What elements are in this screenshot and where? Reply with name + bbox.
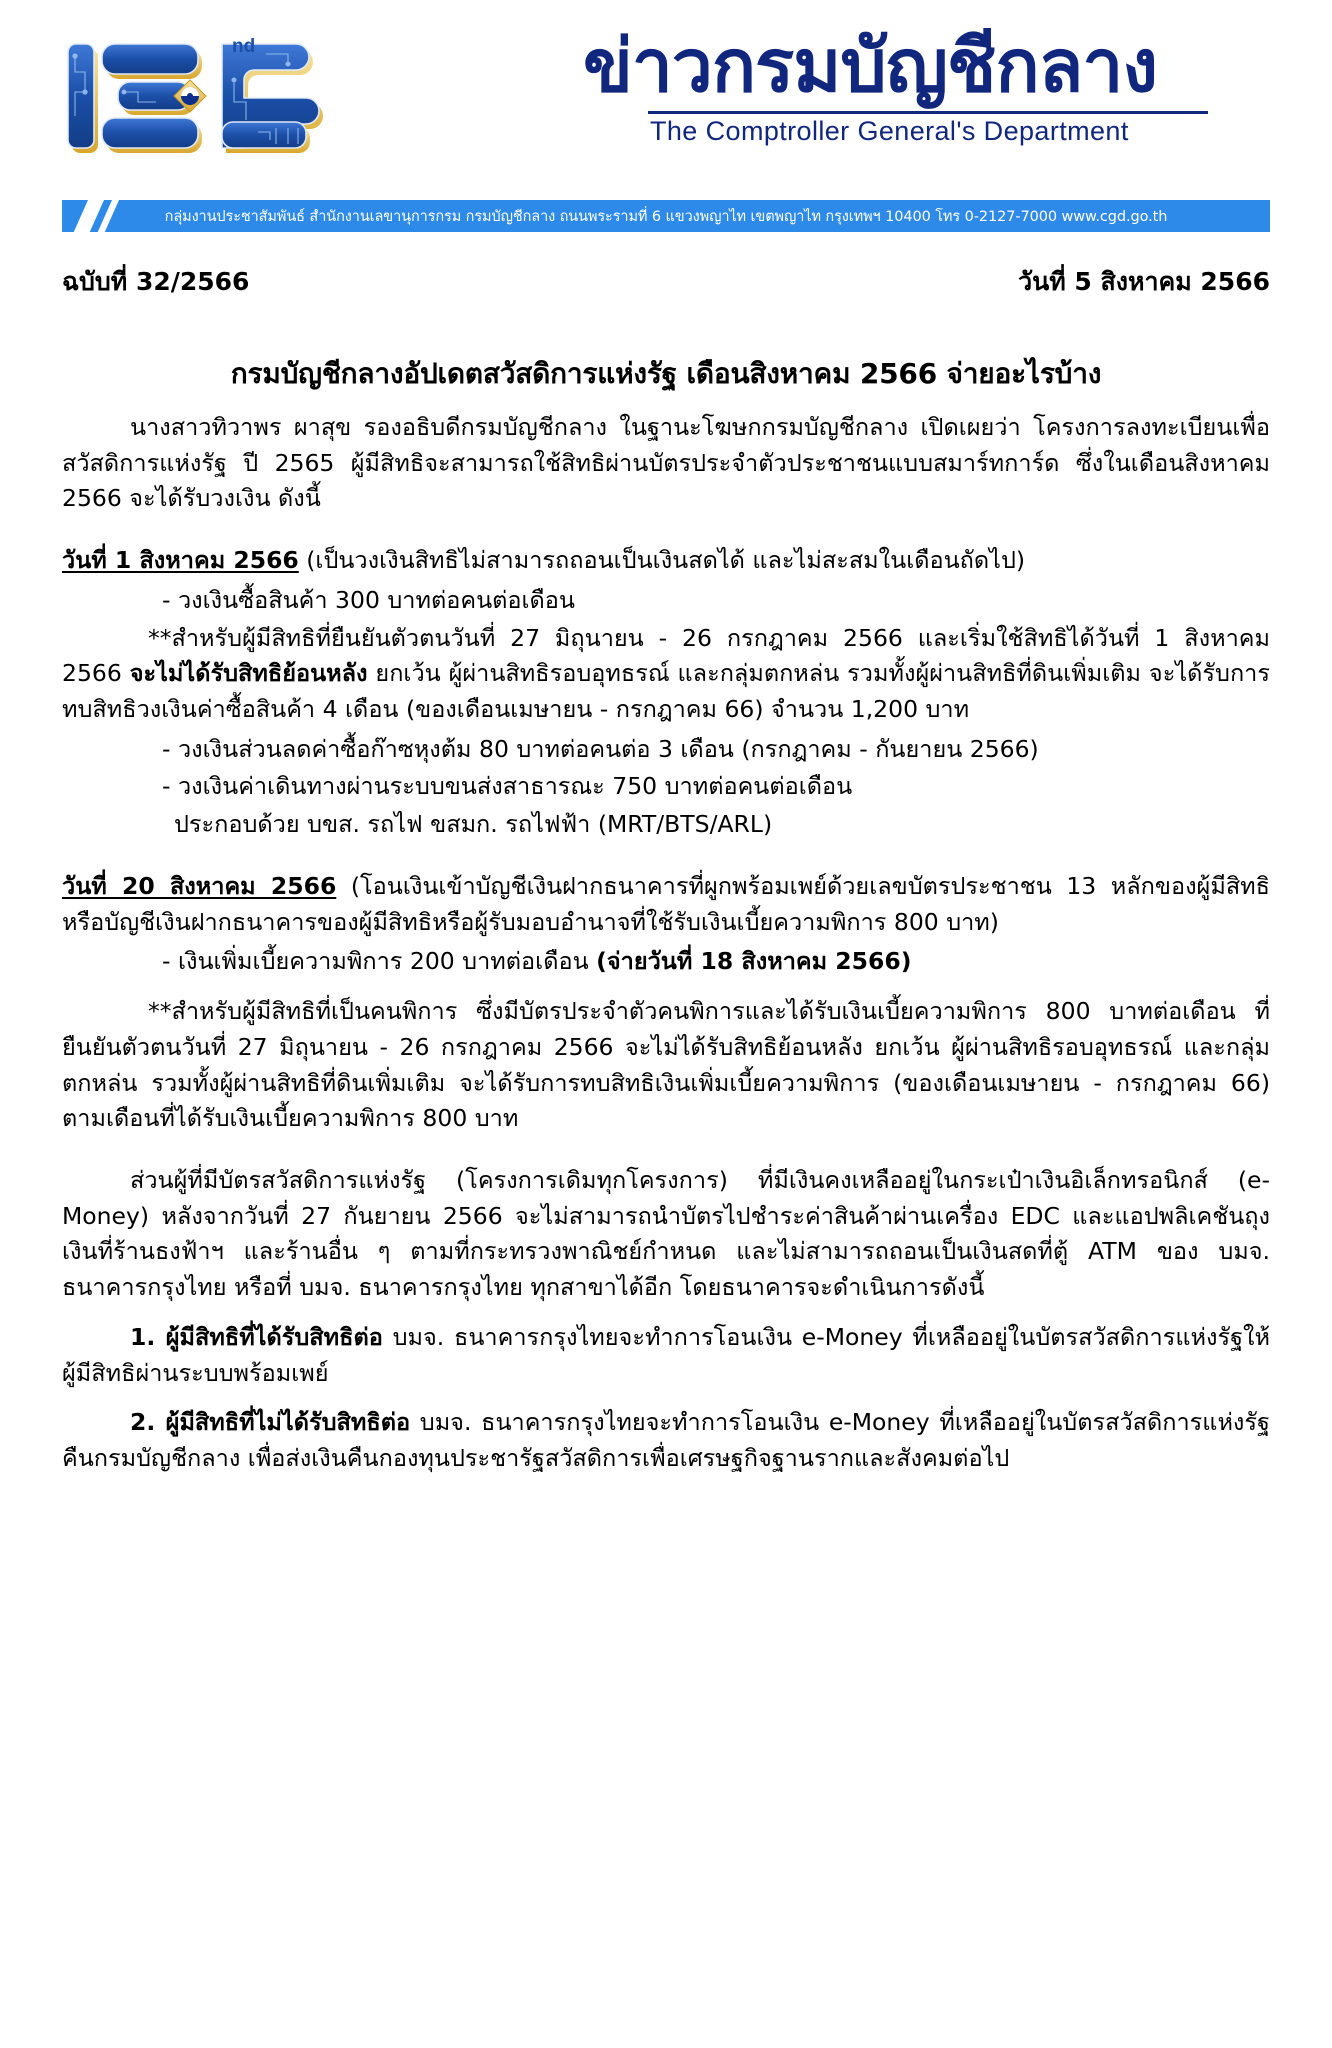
- masthead-title-english: The Comptroller General's Department: [650, 115, 1129, 146]
- masthead: [0, 0, 1332, 196]
- numbered-item-2-rest: บมจ. ธนาคารกรุงไทยจะทำการโอนเงิน e-Money ที่เหลืออยู่ในบัตรสวัสดิการแห่งรัฐคืนกรมบัญชีกลาง เพื่อส่งเงินคืนกองทุนประชารัฐสวัสดิการเพื่อเศรษฐกิจฐานรากและสังคมต่อไป: [62, 1408, 1270, 1472]
- bullet-disability-payment-date: (จ่ายวันที่ 18 สิงหาคม 2566): [596, 947, 912, 976]
- numbered-item-1: [62, 1320, 1270, 1391]
- contact-bar: [62, 200, 1270, 232]
- publication-date: วันที่ 5 สิงหาคม 2566: [1018, 267, 1270, 296]
- document-body: [62, 410, 1270, 1481]
- anniversary-ordinal-suffix: nd: [232, 36, 256, 57]
- section-august-1-lead-note: (เป็นวงเงินสิทธิไม่สามารถถอนเป็นเงินสดได้ และไม่สะสมในเดือนถัดไป): [298, 546, 1026, 575]
- bullet-public-transport-operators: ประกอบด้วย บขส. รถไฟ ขสมก. รถไฟฟ้า (MRT/BTS/ARL): [174, 810, 773, 839]
- numbered-item-2-bold: ผู้มีสิทธิที่ไม่ได้รับสิทธิต่อ: [165, 1408, 411, 1437]
- section-august-20: [62, 869, 1270, 1137]
- issue-date-row: [62, 262, 1270, 302]
- masthead-title-block: [470, 24, 1270, 147]
- section-august-1-heading: [62, 543, 1270, 579]
- masthead-divider: [648, 111, 1208, 114]
- intro-paragraph: นางสาวทิวาพร ผาสุข รองอธิบดีกรมบัญชีกลาง ในฐานะโฆษกกรมบัญชีกลาง เปิดเผยว่า โครงการลงทะเบียนเพื่อสวัสดิการแห่งรัฐ ปี 2565 ผู้มีสิทธิจะสามารถใช้สิทธิผ่านบัตรประจำตัวประชาชนแบบสมาร์ทการ์ด ซึ่งในเดือนสิงหาคม 2566 จะได้รับวงเงิน ดังนี้: [62, 413, 1270, 513]
- bullet-disability-supplement-text: - เงินเพิ่มเบี้ยความพิการ 200 บาทต่อเดือน: [162, 947, 597, 976]
- section-august-20-lead: วันที่ 20 สิงหาคม 2566: [62, 871, 337, 900]
- section-august-20-heading: [62, 869, 1270, 940]
- numbered-item-1-rest: บมจ. ธนาคารกรุงไทยจะทำการโอนเงิน e-Money ที่เหลืออยู่ในบัตรสวัสดิการแห่งรัฐให้ผู้มีสิทธิผ่านระบบพร้อมเพย์: [62, 1322, 1270, 1387]
- note-identity-verification-part1: **สำหรับผู้มีสิทธิที่ยืนยันตัวตนวันที่ 27 มิถุนายน - 26 กรกฎาคม 2566 และเริ่มใช้สิทธิได้วันที่ 1 สิงหาคม 2566: [62, 623, 1270, 688]
- issue-number: ฉบับที่ 32/2566: [62, 267, 250, 296]
- note-identity-verification-part2: ยกเว้น ผู้ผ่านสิทธิรอบอุทธรณ์ และกลุ่มตกหล่น รวมทั้งผู้ผ่านสิทธิที่ดินเพิ่มเติม จะได้รับการทบสิทธิวงเงินค่าซื้อสินค้า 4 เดือน (ของเดือนเมษายน - กรกฎาคม 66) จำนวน 1,200 บาท: [62, 659, 1270, 724]
- bullet-public-transport-allowance: - วงเงินค่าเดินทางผ่านระบบขนส่งสาธารณะ 750 บาทต่อคนต่อเดือน: [162, 772, 853, 801]
- note-identity-verification-bold: จะไม่ได้รับสิทธิย้อนหลัง: [129, 659, 368, 688]
- contact-bar-text: กลุ่มงานประชาสัมพันธ์ สำนักงานเลขานุการกรม กรมบัญชีกลาง ถนนพระรามที่ 6 แขวงพญาไท เขตพญาไท กรุงเทพฯ 10400 โทร 0-2127-7000 www.cgd.go.th: [164, 209, 1168, 225]
- numbered-item-2: [62, 1405, 1270, 1476]
- page-title: กรมบัญชีกลางอัปเดตสวัสดิการแห่งรัฐ เดือนสิงหาคม 2566 จ่ายอะไรบ้าง: [230, 357, 1102, 390]
- note-disability-eligibility: **สำหรับผู้มีสิทธิที่เป็นคนพิการ ซึ่งมีบัตรประจำตัวคนพิการและได้รับเงินเบี้ยความพิการ 800 บาทต่อเดือน ที่ยืนยันตัวตนวันที่ 27 มิถุนายน - 26 กรกฎาคม 2566 จะไม่ได้รับสิทธิย้อนหลัง ยกเว้น ผู้ผ่านสิทธิรอบอุทธรณ์ และกลุ่มตกหล่น รวมทั้งผู้ผ่านสิทธิที่ดินเพิ่มเติม จะได้รับการทบสิทธิเงินเพิ่มเบี้ยความพิการ (ของเดือนเมษายน - กรกฎาคม 66) ตามเดือนที่ได้รับเงินเบี้ยความพิการ 800 บาท: [62, 997, 1270, 1133]
- section-august-1: [62, 543, 1270, 843]
- section-august-1-lead: วันที่ 1 สิงหาคม 2566: [62, 546, 299, 575]
- bullet-disability-supplement: [62, 944, 1270, 980]
- emoney-paragraph: ส่วนผู้ที่มีบัตรสวัสดิการแห่งรัฐ (โครงการเดิมทุกโครงการ) ที่มีเงินคงเหลืออยู่ในกระเป๋าเงินอิเล็กทรอนิกส์ (e-Money) หลังจากวันที่ 27 กันยายน 2566 จะไม่สามารถนำบัตรไปชำระค่าสินค้าผ่านเครื่อง EDC และแอปพลิเคชันถุงเงินที่ร้านธงฟ้าฯ และร้านอื่น ๆ ตามที่กระทรวงพาณิชย์กำหนด และไม่สามารถถอนเป็นเงินสดที่ตู้ ATM ของ บมจ. ธนาคารกรุงไทย หรือที่ บมจ. ธนาคารกรุงไทย ทุกสาขาได้อีก โดยธนาคารจะดำเนินการดังนี้: [62, 1165, 1270, 1302]
- numbered-item-2-number: 2.: [130, 1408, 166, 1437]
- note-identity-verification: [62, 621, 1270, 728]
- section-august-20-lead-note: (โอนเงินเข้าบัญชีเงินฝากธนาคารที่ผูกพร้อมเพย์ด้วยเลขบัตรประชาชน 13 หลักของผู้มีสิทธิ หรือบัญชีเงินฝากธนาคารของผู้มีสิทธิหรือผู้รับมอบอำนาจที่ใช้รับเงินเบี้ยความพิการ 800 บาท): [62, 871, 1270, 936]
- numbered-item-1-bold: ผู้มีสิทธิที่ได้รับสิทธิต่อ: [165, 1322, 383, 1351]
- bullet-cooking-gas-discount: - วงเงินส่วนลดค่าซื้อก๊าซหุงต้ม 80 บาทต่อคนต่อ 3 เดือน (กรกฎาคม - กันยายน 2566): [162, 734, 1039, 763]
- anniversary-logo-icon: [62, 36, 362, 176]
- bullet-goods-allowance: - วงเงินซื้อสินค้า 300 บาทต่อคนต่อเดือน: [162, 585, 575, 614]
- masthead-title-thai: ข่าวกรมบัญชีกลาง: [582, 24, 1158, 109]
- numbered-item-1-number: 1.: [130, 1322, 166, 1351]
